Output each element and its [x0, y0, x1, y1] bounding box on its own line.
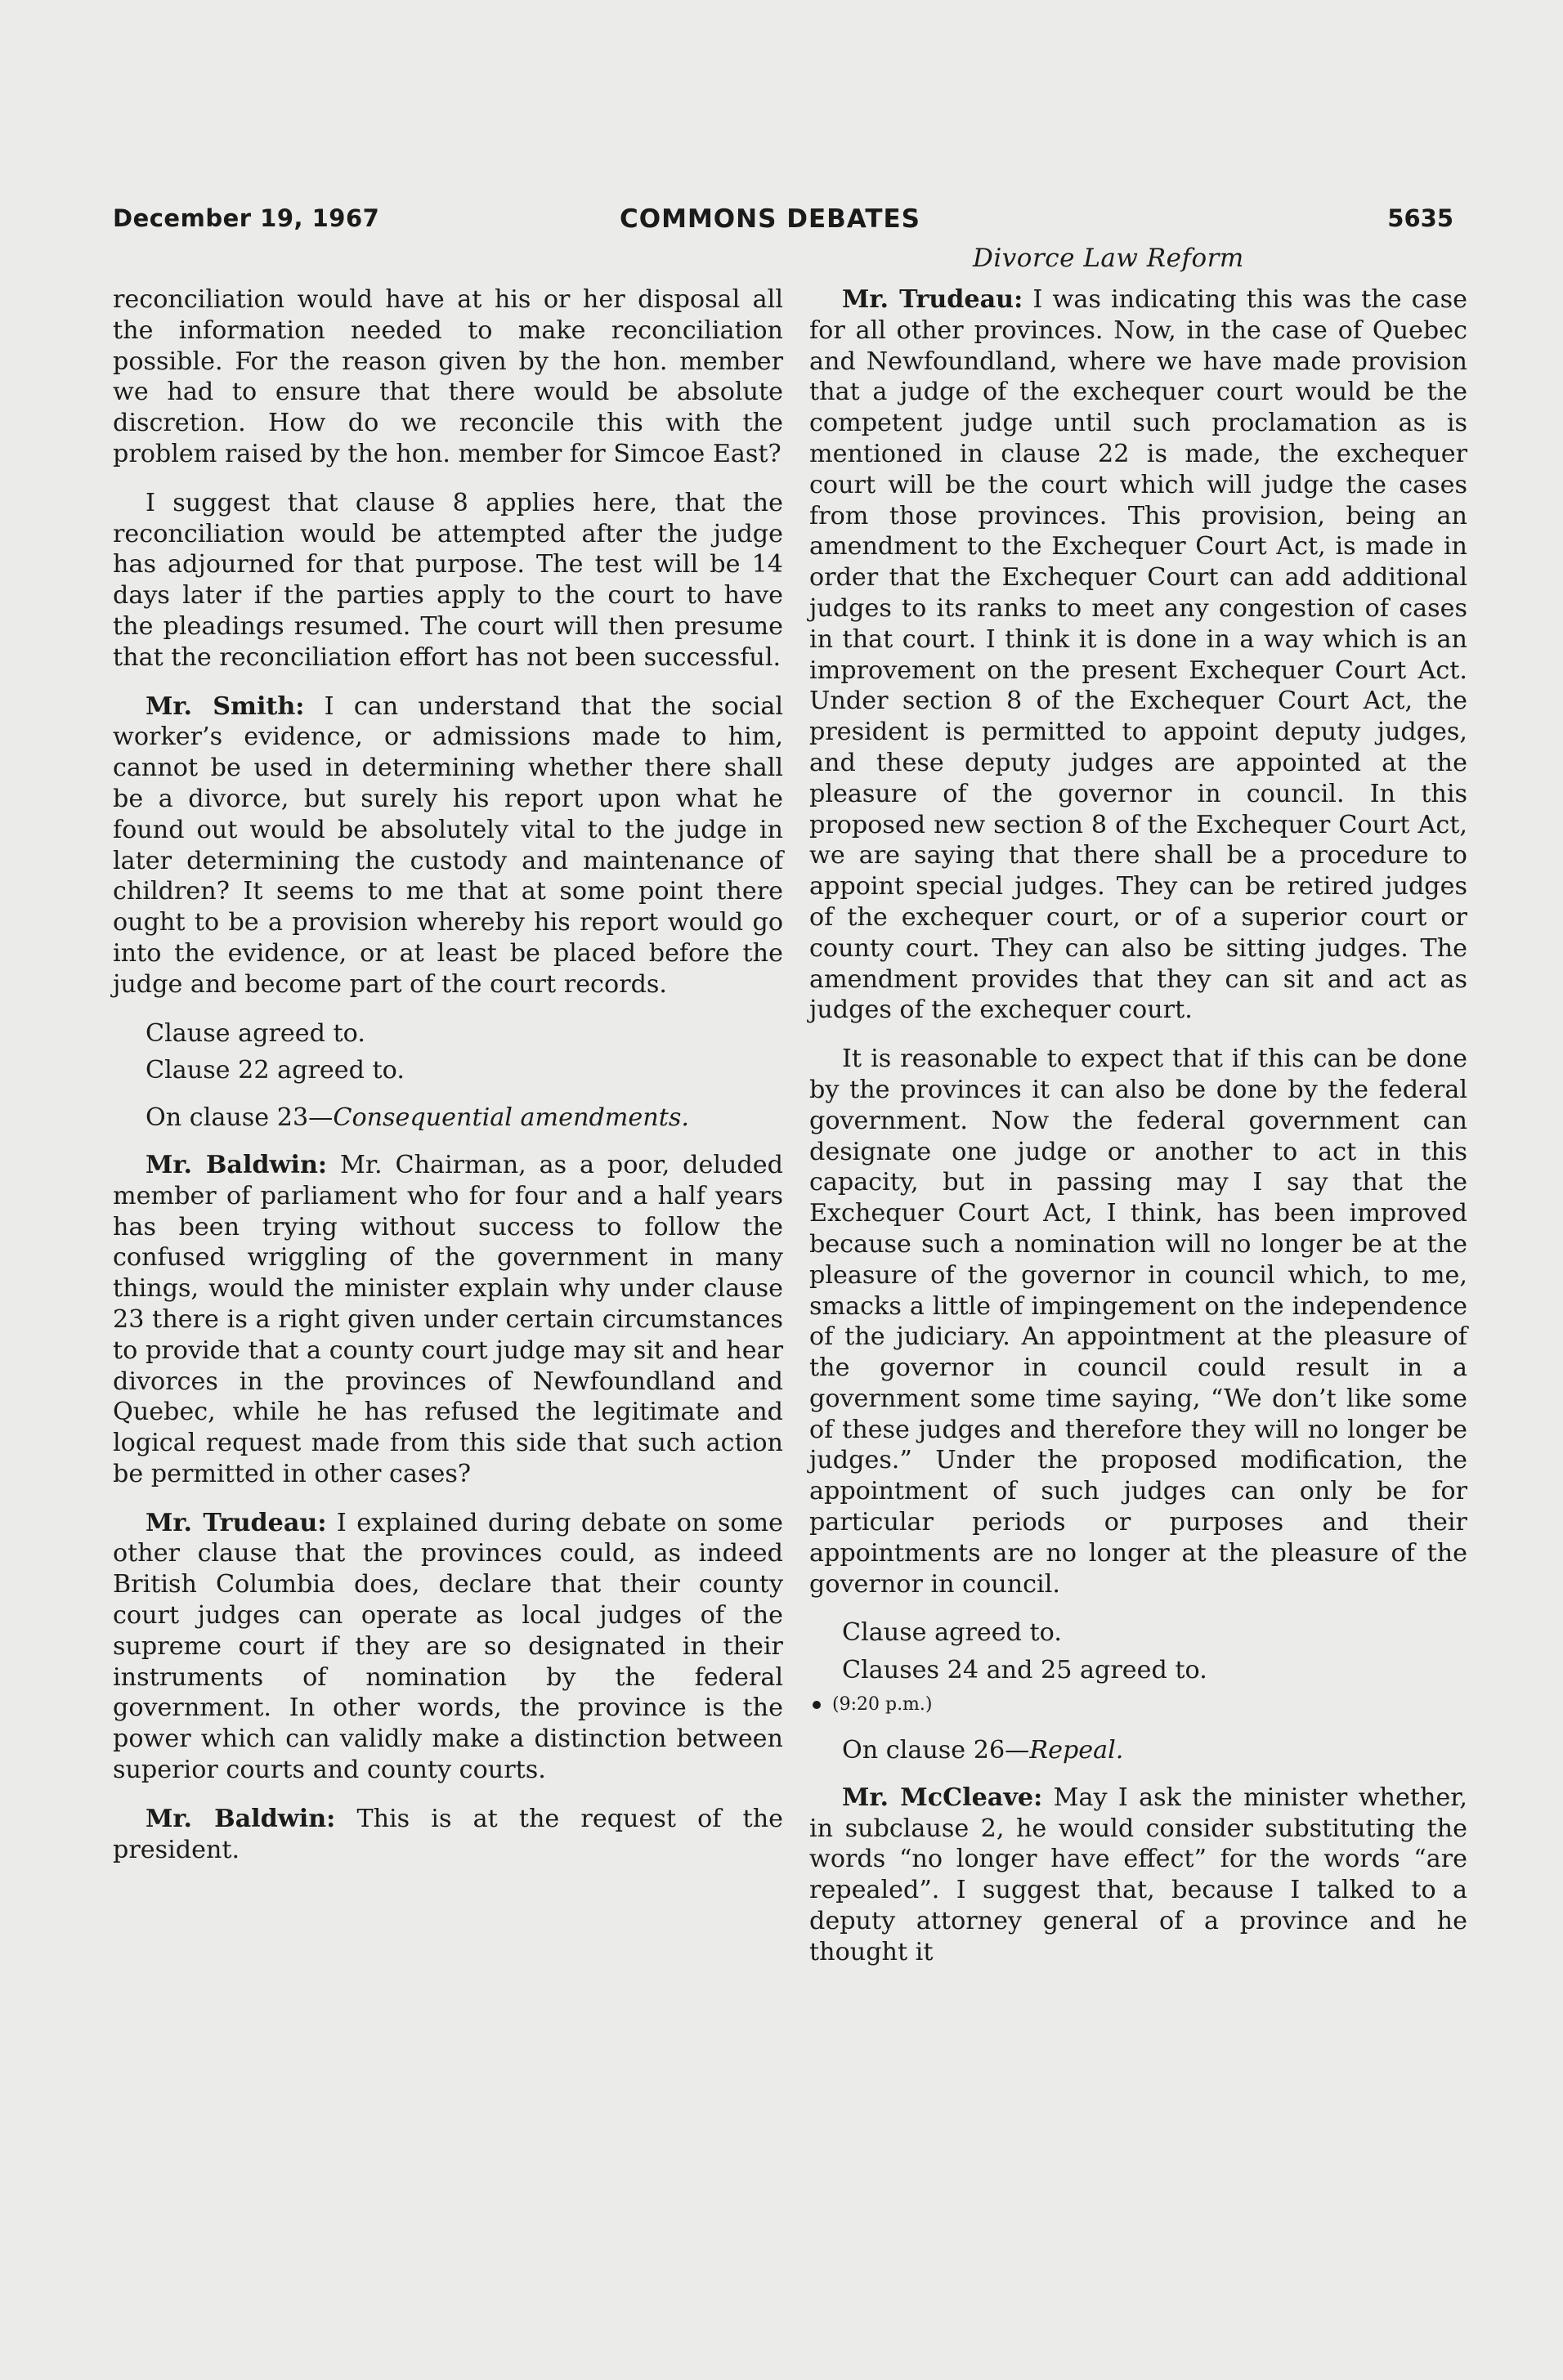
- time-stamp: [809, 1693, 1467, 1717]
- speaker-name: Mr. Baldwin:: [146, 1804, 336, 1833]
- speech-paragraph: [113, 691, 783, 1000]
- clause-prefix: On clause 23—: [146, 1103, 334, 1133]
- speech-text: I can understand that the social worker’s evidence, or admissions made to him, cannot be used in determining whether there shall be a divorce, but surely his report upon what he found out would be absolutely vital to the judge in later determining the custody and maintenance of children? It seems to me that at some point there ought to be a provision whereby his report would go into the evidence, or at least be placed before the judge and become part of the court records.: [113, 691, 783, 999]
- clause-prefix: On clause 26—: [842, 1736, 1030, 1765]
- clause-heading: [809, 1735, 1467, 1766]
- speaker-name: Mr. Smith:: [146, 691, 305, 721]
- clause-title: Consequential amendments.: [333, 1103, 689, 1133]
- paragraph: I suggest that clause 8 applies here, that the reconciliation would be attempted after the judge has adjourned for that purpose. The test will be 14 days later if the parties apply to the court to have the pleadings resumed. The court will then presume that the reconciliation effort has not been successful.: [113, 488, 783, 672]
- page-header: [113, 204, 1453, 245]
- procedural-note: Clause agreed to.: [146, 1018, 365, 1048]
- speech-text: I explained during debate on some other clause that the provinces could, as indeed British Columbia does, declare that their county court judges can operate as local judges of the supreme court if they are so designated in their instruments of nomination by the federal government. In other words, the province is the power which can validly make a distinction between superior courts and county courts.: [113, 1508, 783, 1785]
- procedural-note: Clause 22 agreed to.: [146, 1056, 405, 1085]
- page-number: 5635: [1387, 204, 1453, 232]
- procedural-note: Clause agreed to.: [842, 1618, 1062, 1648]
- speech-text: I was indicating this was the case for all other provinces. Now, in the case of Quebec and Newfoundland, where we have made provision that a judge of the exchequer court would be the competent judge until such proclamation as is mentioned in clause 22 is made, the exchequer court will be the court which will judge the cases from those provinces. This provision, being an amendment to the Exchequer Court Act, is made in order that the Exchequer Court can add additional judges to its ranks to meet any congestion of cases in that court. I think it is done in a way which is an improvement on the present Exchequer Court Act. Under section 8 of the Exchequer Court Act, the president is permitted to appoint deputy judges, and these deputy judges are appointed at the pleasure of the governor in council. In this proposed new section 8 of the Exchequer Court Act, we are saying that there shall be a procedure to appoint special judges. They can be retired judges of the exchequer court, or of a superior court or county court. They can also be sitting judges. The amendment provides that they can sit and act as judges of the exchequer court.: [809, 285, 1467, 1025]
- paragraph: reconciliation would have at his or her disposal all the information needed to make reconciliation possible. For the reason given by the hon. member we had to ensure that there would be absolute discretion. How do we reconcile this with the problem raised by the hon. member for Simcoe East?: [113, 285, 783, 468]
- clause-title: Repeal.: [1029, 1736, 1124, 1765]
- speech-paragraph: [113, 1804, 783, 1866]
- header-title: COMMONS DEBATES: [620, 204, 920, 234]
- speaker-name: Mr. Trudeau:: [842, 285, 1023, 314]
- speaker-name: Mr. Trudeau:: [146, 1508, 327, 1537]
- speech-paragraph: [113, 1508, 783, 1786]
- speech-text: This is at the request of the president.: [113, 1804, 783, 1864]
- left-column: [113, 284, 783, 1883]
- clause-heading: [113, 1103, 783, 1134]
- speaker-name: Mr. McCleave:: [842, 1783, 1043, 1812]
- speech-text: May I ask the minister whether, in subclause 2, he would consider substituting the words “no longer have effect” for the words “are repealed”. I suggest that, because I talked to a deputy attorney general of a province and he thought it: [809, 1783, 1467, 1966]
- bullet-icon: [813, 1701, 821, 1709]
- section-subject: Divorce Law Reform: [973, 244, 1244, 273]
- speech-paragraph: [809, 1783, 1467, 1968]
- procedural-note: Clauses 24 and 25 agreed to.: [842, 1656, 1207, 1685]
- speech-paragraph: [809, 284, 1467, 1026]
- speech-paragraph: [113, 1150, 783, 1490]
- header-date: December 19, 1967: [113, 204, 380, 232]
- right-column: [809, 284, 1467, 1986]
- time-stamp-text: (9:20 p.m.): [832, 1694, 933, 1716]
- paragraph: It is reasonable to expect that if this can be done by the provinces it can also be done by the federal government. Now the federal government can designate one judge or another to act in this capacity, but in passing may I say that the Exchequer Court Act, I think, has been improved because such a nomination will no longer be at the pleasure of the governor in council which, to me, smacks a little of impingement on the independence of the judiciary. An appointment at the pleasure of the governor in council could result in a government some time saying, “We don’t like some of these judges and therefore they will no longer be judges.” Under the proposed modification, the appointment of such judges can only be for particular periods or purposes and their appointments are no longer at the pleasure of the governor in council.: [809, 1045, 1467, 1599]
- speaker-name: Mr. Baldwin:: [146, 1150, 328, 1179]
- speech-text: Mr. Chairman, as a poor, deluded member of parliament who for four and a half years has been trying without success to follow the confused wriggling of the government in many things, would the minister explain why under clause 23 there is a right given under certain circumstances to provide that a county court judge may sit and hear divorces in the provinces of Newfoundland and Quebec, while he has refused the legitimate and logical request made from this side that such action be permitted in other cases?: [113, 1150, 783, 1488]
